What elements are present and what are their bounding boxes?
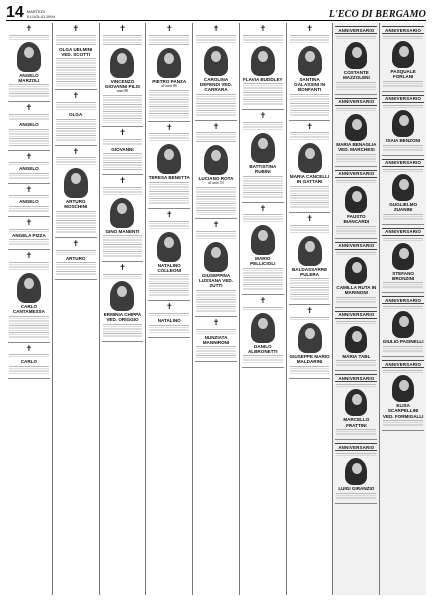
cross-icon: ✝ (72, 24, 80, 33)
portrait-photo (298, 236, 322, 266)
cross-icon: ✝ (259, 111, 267, 121)
text-block (149, 325, 189, 334)
text-block (290, 278, 330, 301)
anniversary-notice (335, 239, 377, 308)
deceased-name: NATALINO (157, 317, 181, 323)
portrait-photo (110, 281, 134, 311)
cross-icon: ✝ (306, 121, 313, 131)
text-block (9, 366, 49, 375)
cross-icon: ✝ (212, 318, 220, 328)
deceased-name: CARLO (20, 359, 38, 365)
text-block (336, 384, 376, 387)
text-block (9, 195, 49, 198)
obituary-notice (102, 127, 144, 175)
deceased-name: NATALINO COLLEONI (157, 262, 182, 273)
deceased-name: GIULIO PASINELLI (382, 339, 424, 345)
deceased-name: BALDASSARRE PULERA (291, 266, 328, 277)
text-block (56, 58, 96, 86)
obituary-notice (195, 121, 237, 220)
cross-icon: ✝ (25, 218, 33, 228)
portrait-photo (204, 242, 228, 272)
obituary-notice (148, 209, 190, 301)
obituary-notice (8, 23, 50, 102)
cross-icon: ✝ (165, 24, 173, 33)
column-6 (240, 23, 287, 595)
portrait-photo (251, 225, 275, 255)
obituary-notice (8, 102, 50, 150)
deceased-name: BATTISTINA RUBINI (249, 163, 277, 174)
text-block (243, 122, 283, 131)
deceased-name: ELISA SCARPELLINI VED. FORMIGALLI (382, 403, 424, 419)
obituary-notice (55, 146, 97, 238)
deceased-name: MARIO PELLICIOLI (250, 256, 276, 267)
deceased-name: MARCELLO FRATTINI (343, 417, 370, 428)
portrait-photo (392, 243, 414, 270)
deceased-name: COSTANTE MAZZOLENI (342, 70, 370, 81)
text-block (243, 307, 283, 311)
cross-icon: ✝ (165, 210, 173, 219)
deceased-age: anni 86 (116, 88, 129, 93)
text-block (383, 370, 423, 373)
anniversary-notice (335, 440, 377, 504)
cross-icon: ✝ (259, 24, 267, 33)
portrait-photo (157, 232, 181, 262)
anniversary-heading: ANNIVERSARIO (335, 98, 377, 106)
cross-icon: ✝ (72, 146, 80, 156)
deceased-name: GINO MANENTI (105, 228, 140, 234)
text-block (9, 239, 49, 246)
deceased-name: CARLO CANTAMESSA (12, 303, 45, 314)
obituary-notice (289, 305, 331, 378)
text-block (196, 187, 236, 215)
obituary-notice (195, 23, 237, 121)
cross-icon: ✝ (25, 24, 33, 33)
cross-icon: ✝ (25, 184, 33, 194)
text-block (243, 35, 283, 44)
text-block (243, 176, 283, 199)
obituary-notice (102, 23, 144, 127)
text-block (383, 420, 423, 427)
deceased-name: STEFANO BRONZINI (392, 270, 415, 281)
obituary-notice (8, 151, 50, 184)
deceased-name: LUIGI GIRANZIO (338, 486, 375, 492)
text-block (196, 35, 236, 44)
text-block (383, 36, 423, 39)
deceased-name: CAROLINA DEFENDI VED. CARRARA (199, 76, 233, 92)
cross-icon: ✝ (119, 176, 126, 186)
text-block (336, 360, 376, 367)
anniversary-notice (335, 308, 377, 372)
column-7 (287, 23, 334, 595)
text-block (383, 214, 423, 221)
cross-icon: ✝ (212, 24, 220, 33)
text-block (290, 35, 330, 44)
text-block (336, 154, 376, 163)
page-number: 14 (6, 4, 24, 21)
cross-icon: ✝ (25, 151, 33, 161)
cross-icon: ✝ (165, 122, 173, 132)
deceased-name: ANGELA PIZZA (12, 232, 46, 238)
deceased-name: GIOVANNI (111, 146, 134, 152)
text-block (243, 355, 283, 364)
portrait-photo (345, 458, 367, 485)
cross-icon: ✝ (212, 220, 220, 230)
text-block (103, 95, 143, 123)
anniversary-heading: ANNIVERSARIO (382, 95, 424, 103)
deceased-name: ISAIA BENZONI (386, 137, 421, 143)
anniversary-heading: ANNIVERSARIO (382, 26, 424, 34)
columns-area (6, 23, 426, 595)
portrait-photo (251, 313, 275, 343)
text-block (290, 317, 330, 321)
deceased-name: MARIA CANCELLI IN GATTARI (289, 174, 330, 185)
anniversary-heading: ANNIVERSARIO (382, 296, 424, 304)
cross-icon: ✝ (212, 121, 220, 131)
text-block (103, 153, 143, 171)
cross-icon: ✝ (306, 306, 313, 316)
anniversary-heading: ANNIVERSARIO (335, 26, 377, 34)
text-block (56, 250, 96, 255)
cross-icon: ✝ (259, 296, 267, 306)
text-block (103, 324, 143, 338)
text-block (56, 211, 96, 234)
text-block (196, 329, 236, 334)
deceased-age: di anni 86 (161, 83, 177, 88)
text-block (149, 221, 189, 230)
portrait-photo (251, 46, 275, 76)
anniversary-heading: ANNIVERSARIO (382, 228, 424, 236)
text-block (290, 225, 330, 234)
portrait-photo (204, 145, 228, 175)
portrait-photo (345, 257, 367, 284)
anniversary-heading: ANNIVERSARIO (335, 311, 377, 319)
portrait-photo (110, 198, 134, 228)
cross-icon: ✝ (25, 251, 33, 261)
text-block (290, 94, 330, 117)
text-block (336, 297, 376, 304)
deceased-name: ANGELO (19, 121, 39, 127)
cross-icon: ✝ (306, 214, 313, 224)
portrait-photo (392, 174, 414, 201)
text-block (56, 102, 96, 111)
cross-icon: ✝ (25, 343, 33, 353)
text-block (9, 229, 49, 232)
anniversary-notice (382, 23, 424, 92)
deceased-name: OLGA (69, 111, 83, 117)
text-block (9, 206, 49, 213)
deceased-name: ANGELO (19, 166, 39, 172)
deceased-name: ANGELO (19, 199, 39, 205)
cross-icon: ✝ (72, 239, 80, 249)
obituary-notice (8, 217, 50, 250)
text-block (336, 429, 376, 436)
anniversary-heading: ANNIVERSARIO (335, 374, 377, 382)
deceased-name: GIUSEPPE MARIO MALDARINI (289, 353, 330, 365)
obituary-notice (195, 219, 237, 317)
anniversary-heading: ANNIVERSARIO (382, 159, 424, 167)
text-block (383, 145, 423, 152)
text-block (149, 274, 189, 297)
deceased-name: ARTURO MOSCHINI (64, 199, 88, 210)
page-date (27, 10, 55, 19)
text-block (9, 129, 49, 147)
anniversary-notice (382, 92, 424, 156)
column-5 (193, 23, 240, 595)
column-4 (146, 23, 193, 595)
portrait-photo (110, 48, 134, 78)
cross-icon: ✝ (165, 302, 173, 312)
text-block (243, 268, 283, 291)
anniversary-notice (382, 357, 424, 431)
cross-icon: ✝ (72, 91, 80, 101)
deceased-name: PIETRO PANZA (152, 78, 187, 84)
deceased-name: CAMILLA RUTA IN MARINONI (336, 284, 377, 295)
text-block (56, 35, 96, 46)
obituary-notice (289, 121, 331, 213)
portrait-photo (298, 323, 322, 353)
text-block (9, 262, 49, 271)
text-block (103, 274, 143, 279)
text-block (56, 119, 96, 142)
text-block (383, 306, 423, 309)
text-block (149, 90, 189, 118)
portrait-photo (251, 133, 275, 163)
text-block (336, 321, 376, 324)
deceased-name: MARIA TABL (342, 353, 371, 359)
anniversary-notice (335, 167, 377, 239)
portrait-photo (157, 48, 181, 78)
masthead: L'ECO DI BERGAMO (328, 9, 426, 20)
obituary-notice (195, 317, 237, 362)
anniversary-notice (335, 23, 377, 95)
obituary-notice (242, 295, 284, 368)
obituary-notice (289, 213, 331, 305)
text-block (9, 173, 49, 180)
text-block (336, 493, 376, 500)
obituary-notice (242, 203, 284, 295)
anniversary-heading: ANNIVERSARIO (335, 242, 377, 250)
portrait-photo (17, 42, 41, 72)
deceased-name: VINCENZO GIOVANNI PILIS (104, 78, 141, 89)
text-block (243, 83, 283, 106)
text-block (383, 169, 423, 172)
text-block (336, 36, 376, 40)
cross-icon: ✝ (259, 203, 267, 213)
portrait-photo (392, 110, 414, 137)
obituary-notice (148, 122, 190, 209)
deceased-name: DANILO ALBRONETTI (247, 343, 278, 354)
anniversary-heading: ANNIVERSARIO (335, 443, 377, 451)
deceased-name: ANGELO MARZOLI (18, 72, 40, 83)
text-block (336, 108, 376, 112)
deceased-name: ERMINIA CHIPPA VED. ORIGGIO (103, 311, 142, 323)
portrait-photo (64, 168, 88, 198)
portrait-photo (345, 389, 367, 416)
text-block (149, 35, 189, 46)
anniversary-heading: ANNIVERSARIO (382, 360, 424, 368)
deceased-name: TERESA BENETTA (148, 175, 190, 181)
text-block (149, 182, 189, 205)
text-block (103, 35, 143, 46)
portrait-photo (392, 311, 414, 338)
deceased-name: MARIA BENAGLIA VED. MARCHESI (336, 141, 377, 153)
cross-icon: ✝ (119, 128, 126, 137)
text-block (149, 313, 189, 317)
page-date-day: MARTEDÌ (26, 9, 45, 14)
text-block (243, 214, 283, 223)
text-block (383, 81, 423, 88)
portrait-photo (392, 375, 414, 402)
deceased-name: GIUSEPPINA LUSSANA VED. ZUTTI (199, 272, 234, 289)
text-block (103, 187, 143, 196)
text-block (196, 231, 236, 240)
anniversary-notice (335, 95, 377, 167)
text-block (196, 346, 236, 358)
obituary-notice (8, 250, 50, 342)
text-block (196, 94, 236, 117)
text-block (196, 132, 236, 143)
portrait-photo (204, 46, 228, 76)
obituary-notice (55, 238, 97, 280)
page-header (6, 4, 426, 21)
text-block (290, 366, 330, 375)
deceased-name: NUNZIATA MANNIRONI (202, 334, 230, 345)
text-block (103, 139, 143, 146)
text-block (336, 453, 376, 456)
obituary-notice (102, 175, 144, 262)
column-8 (333, 23, 380, 595)
text-block (9, 35, 49, 40)
text-block (290, 186, 330, 209)
deceased-name: FAUSTO BIANCARDI (343, 213, 370, 225)
anniversary-notice (335, 371, 377, 440)
deceased-name: GUGLIELMO ZUANINI (389, 201, 418, 212)
column-1 (6, 23, 53, 595)
portrait-photo (345, 114, 367, 141)
deceased-name: OLGA UELMINI VED. SCOTTI (59, 46, 93, 57)
portrait-photo (298, 46, 322, 76)
text-block (103, 235, 143, 258)
obituary-notice (8, 184, 50, 217)
anniversary-notice (382, 156, 424, 225)
text-block (383, 238, 423, 241)
deceased-name: ARTURO (65, 255, 86, 261)
obituary-notice (148, 301, 190, 337)
portrait-photo (345, 42, 367, 69)
text-block (336, 82, 376, 91)
obituary-notice (289, 23, 331, 121)
text-block (383, 346, 423, 353)
text-block (336, 252, 376, 255)
column-2 (53, 23, 100, 595)
page-date-full: 5 LUGLIO 1994 (26, 13, 55, 19)
text-block (9, 162, 49, 165)
deceased-age: di anni 53 (208, 181, 224, 186)
cross-icon: ✝ (119, 263, 126, 273)
portrait-photo (345, 186, 367, 213)
deceased-name: FLAVIA BUDDLEY (243, 76, 283, 82)
anniversary-notice (382, 293, 424, 357)
text-block (9, 354, 49, 358)
cross-icon: ✝ (119, 24, 126, 33)
deceased-name: PASQUALE FORLANI (390, 69, 416, 80)
text-block (9, 316, 49, 339)
obituary-notice (242, 110, 284, 202)
text-block (383, 282, 423, 289)
obituary-notice (55, 90, 97, 145)
cross-icon: ✝ (25, 103, 33, 113)
anniversary-heading: ANNIVERSARIO (335, 170, 377, 178)
portrait-photo (345, 326, 367, 353)
obituary-notice (242, 23, 284, 110)
portrait-photo (157, 144, 181, 174)
text-block (9, 114, 49, 121)
obituary-notice (8, 343, 50, 379)
obituary-notice (55, 23, 97, 90)
cross-icon: ✝ (306, 24, 313, 33)
portrait-photo (392, 41, 414, 68)
column-3 (100, 23, 147, 595)
portrait-photo (17, 273, 41, 303)
portrait-photo (298, 143, 322, 173)
deceased-name: SANTINA GALASSINI IN BONFANTI (294, 76, 326, 92)
text-block (383, 105, 423, 108)
text-block (56, 157, 96, 166)
obituary-notice (148, 23, 190, 122)
deceased-name: LUCIANO ROTA (198, 176, 234, 182)
text-block (290, 132, 330, 141)
text-block (336, 180, 376, 184)
text-block (196, 290, 236, 313)
text-block (9, 84, 49, 98)
text-block (336, 226, 376, 235)
text-block (149, 133, 189, 142)
column-9 (380, 23, 426, 595)
anniversary-notice (382, 225, 424, 294)
text-block (56, 262, 96, 276)
obituary-notice (102, 262, 144, 341)
